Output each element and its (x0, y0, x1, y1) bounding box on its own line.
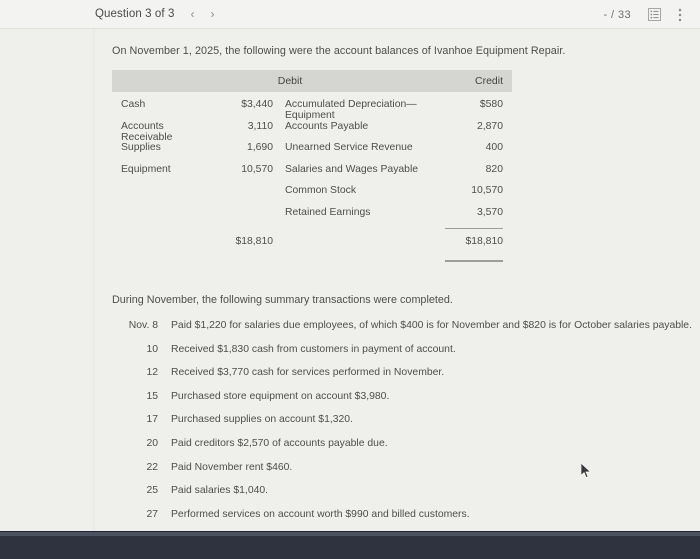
table-row (112, 142, 512, 164)
more-vertical-icon[interactable] (678, 8, 682, 22)
totals-row (112, 236, 512, 260)
bottom-bar-highlight (0, 532, 700, 536)
credit-account-name: Accounts Payable (285, 120, 369, 132)
top-toolbar (0, 0, 700, 29)
transaction-description: Purchased supplies on account $1,320. (171, 414, 353, 426)
list-item (112, 367, 700, 391)
list-item (112, 414, 700, 438)
credit-total-rule (445, 228, 503, 234)
table-row (112, 164, 512, 186)
question-counter-label: Question 3 of 3 (95, 8, 175, 20)
credit-amount: 3,570 (476, 206, 503, 218)
debit-account-name: Equipment (121, 163, 171, 175)
debit-account-name: Cash (121, 99, 146, 110)
spacer (285, 228, 445, 234)
debit-amount: 1,690 (246, 142, 273, 153)
transaction-description: Received $3,770 cash for services performed in November. (171, 367, 445, 379)
debit-amount: 3,110 (247, 120, 273, 132)
spacer (112, 260, 217, 267)
debit-amount: $3,440 (241, 99, 273, 110)
debit-account-name: Accounts Receivable (121, 120, 173, 143)
transaction-date: 12 (146, 367, 158, 379)
table-body (112, 92, 512, 267)
list-item (112, 485, 700, 509)
total-rule-bottom (112, 260, 512, 267)
credit-amount: 2,870 (476, 120, 503, 132)
transaction-description: Purchased store equipment on account $3,980. (171, 390, 390, 402)
transaction-date: 20 (146, 437, 158, 449)
list-item (112, 391, 700, 415)
left-rail-surface (0, 29, 95, 531)
transactions-intro: During November, the following summary transactions were completed. (112, 294, 453, 306)
credit-amount: $580 (479, 99, 503, 110)
table-row (112, 207, 512, 229)
total-rule-top (112, 228, 512, 234)
question-content (96, 29, 700, 531)
table-row (112, 99, 512, 121)
credit-column-header: Credit (474, 75, 503, 87)
credit-total: $18,810 (465, 236, 503, 247)
spacer (273, 260, 285, 267)
score-display: - / 33 (603, 8, 631, 21)
list-item (112, 509, 700, 533)
credit-account-name: Salaries and Wages Payable (285, 163, 419, 175)
table-header-row (112, 70, 512, 92)
transaction-date: 25 (146, 485, 158, 497)
table-row (112, 185, 512, 207)
credit-account-name: Accumulated Depreciation—Equipment (285, 99, 417, 121)
transaction-description: Performed services on account worth $990 and billed customers. (171, 508, 470, 520)
transaction-date: 10 (146, 343, 158, 355)
question-arrows (191, 8, 215, 20)
intro-paragraph: On November 1, 2025, the following were the account balances of Ivanhoe Equipment Repair. (112, 45, 566, 57)
credit-account-name: Unearned Service Revenue (285, 142, 413, 153)
question-nav (95, 8, 215, 20)
prev-question-button[interactable]: ‹ (190, 7, 195, 21)
transaction-date: Nov. 8 (128, 320, 158, 331)
left-rail (0, 29, 95, 531)
credit-amount: 400 (485, 142, 503, 153)
transaction-date: 17 (146, 414, 158, 426)
transaction-date: 27 (146, 508, 158, 520)
spacer (112, 228, 217, 234)
list-item (112, 462, 700, 486)
credit-amount: 10,570 (471, 185, 503, 196)
debit-column-header: Debit (277, 75, 303, 87)
transaction-description: Paid creditors $2,570 of accounts payable due. (171, 437, 388, 449)
list-icon[interactable] (648, 8, 661, 21)
credit-amount: 820 (485, 163, 503, 175)
list-item (112, 438, 700, 462)
table-row (112, 121, 512, 143)
debit-total: $18,810 (235, 236, 273, 247)
debit-amount: 10,570 (241, 163, 273, 175)
list-item (112, 320, 700, 344)
transaction-date: 22 (146, 461, 158, 473)
transaction-description: Received $1,830 cash from customers in payment of account. (171, 343, 456, 355)
spacer (273, 228, 285, 234)
debit-account-name: Supplies (121, 142, 161, 153)
bottom-bar (0, 531, 700, 559)
transaction-description: Paid $1,220 for salaries due employees, of which $400 is for November and $820 is for October salaries payable. (171, 320, 692, 331)
transaction-date: 15 (146, 390, 158, 402)
credit-account-name: Retained Earnings (285, 206, 371, 218)
list-item (112, 344, 700, 368)
transactions-list (112, 320, 700, 556)
debit-total-rule (217, 228, 273, 234)
transaction-description: Paid salaries $1,040. (171, 485, 269, 497)
debit-total-double-rule (217, 260, 273, 267)
credit-account-name: Common Stock (285, 185, 357, 196)
spacer (285, 260, 445, 267)
toolbar-right-group (604, 0, 682, 29)
trial-balance-table (112, 70, 512, 267)
next-question-button[interactable]: › (210, 7, 215, 21)
credit-total-double-rule (445, 260, 503, 267)
transaction-description: Paid November rent $460. (171, 461, 293, 473)
